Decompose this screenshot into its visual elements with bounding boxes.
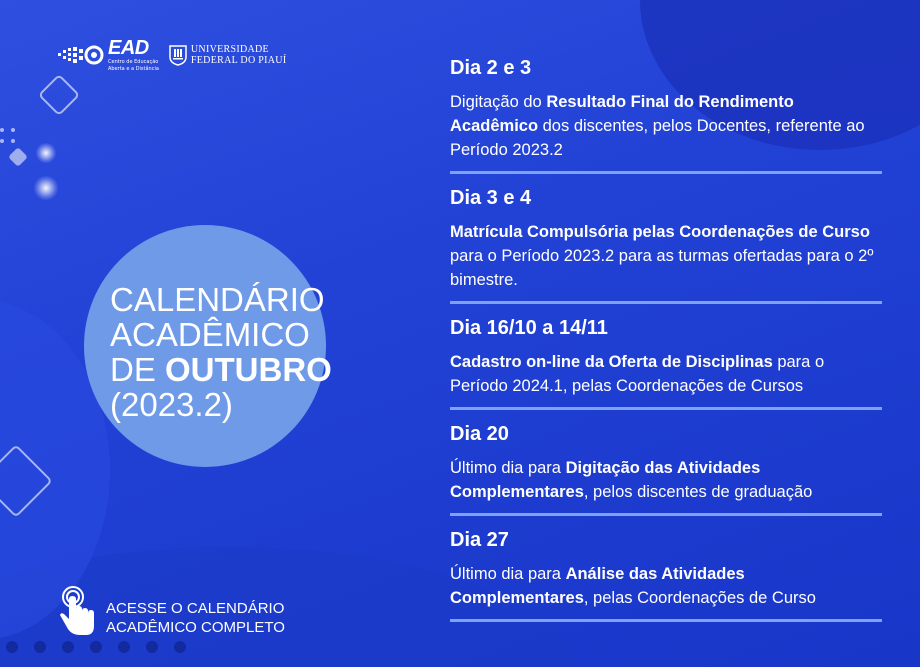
sparkle-icon	[36, 143, 56, 163]
title-line: CALENDÁRIO	[110, 281, 325, 318]
event-text: , pelos discentes de graduação	[583, 483, 813, 501]
event-description	[450, 456, 882, 504]
title-line	[110, 352, 332, 387]
event-text: , pelas Coordenações de Curso	[583, 589, 816, 607]
ead-title: EAD	[108, 37, 149, 59]
event-description	[450, 220, 882, 292]
event-day: Dia 20	[450, 423, 509, 445]
title-line: (2023.2)	[110, 386, 233, 423]
event-item	[450, 316, 882, 410]
cta-label: ACESSE O CALENDÁRIO	[106, 600, 285, 617]
title-prefix: DE	[110, 351, 166, 388]
event-item	[450, 56, 882, 174]
ufpi-name-line: UNIVERSIDADE	[190, 44, 269, 55]
event-day: Dia 16/10 a 14/11	[450, 317, 608, 339]
ead-subtitle: Aberta e a Distância	[108, 66, 159, 72]
event-day: Dia 2 e 3	[450, 57, 532, 79]
event-highlight: Resultado Final do Rendimento Acadêmico	[450, 93, 794, 135]
diamond-outline-icon	[38, 74, 80, 116]
calendar-link[interactable]	[56, 585, 285, 637]
event-item	[450, 186, 882, 304]
event-text: Último dia para	[450, 565, 566, 583]
diamond-solid-icon	[8, 147, 28, 167]
event-day: Dia 27	[450, 529, 509, 551]
event-text: para o Período 2023.2 para as turmas ofertadas para o 2º bimestre.	[450, 247, 874, 289]
event-highlight: Cadastro on-line da Oferta de Disciplinas	[450, 353, 773, 371]
ead-subtitle: Centro de Educação	[108, 59, 159, 65]
events-list	[450, 56, 882, 634]
title-month: OUTUBRO	[165, 351, 332, 388]
event-text: Digitação do	[450, 93, 547, 111]
university-crest-icon	[169, 44, 187, 66]
ead-mark-icon	[58, 44, 104, 66]
dot-row-decoration	[6, 641, 186, 653]
hand-pointer-icon	[56, 585, 98, 637]
event-day: Dia 3 e 4	[450, 187, 532, 209]
event-text: para o Período 2024.1, pelas Coordenações de Cursos	[450, 353, 825, 395]
header-logos	[58, 38, 286, 72]
event-text: dos discentes, pelos Docentes, referente ao Período 2023.2	[450, 117, 865, 159]
sparkle-icon	[34, 176, 58, 200]
ufpi-name-line: FEDERAL DO PIAUÍ	[190, 55, 287, 66]
dot-grid-decoration	[0, 128, 15, 143]
event-description	[450, 562, 882, 610]
event-description	[450, 350, 882, 398]
ufpi-logo	[169, 44, 287, 66]
event-highlight: Análise das Atividades Complementares	[450, 565, 745, 607]
event-text: Último dia para	[450, 459, 566, 477]
ead-logo	[58, 38, 159, 72]
event-highlight: Matrícula Compulsória pelas Coordenações de Curso	[450, 223, 870, 241]
event-highlight: Digitação das Atividades Complementares	[450, 459, 761, 501]
event-description	[450, 90, 882, 162]
event-item	[450, 528, 882, 622]
event-item	[450, 422, 882, 516]
page-title	[110, 282, 332, 422]
cta-label: ACADÊMICO COMPLETO	[106, 619, 285, 636]
title-line: ACADÊMICO	[110, 316, 310, 353]
